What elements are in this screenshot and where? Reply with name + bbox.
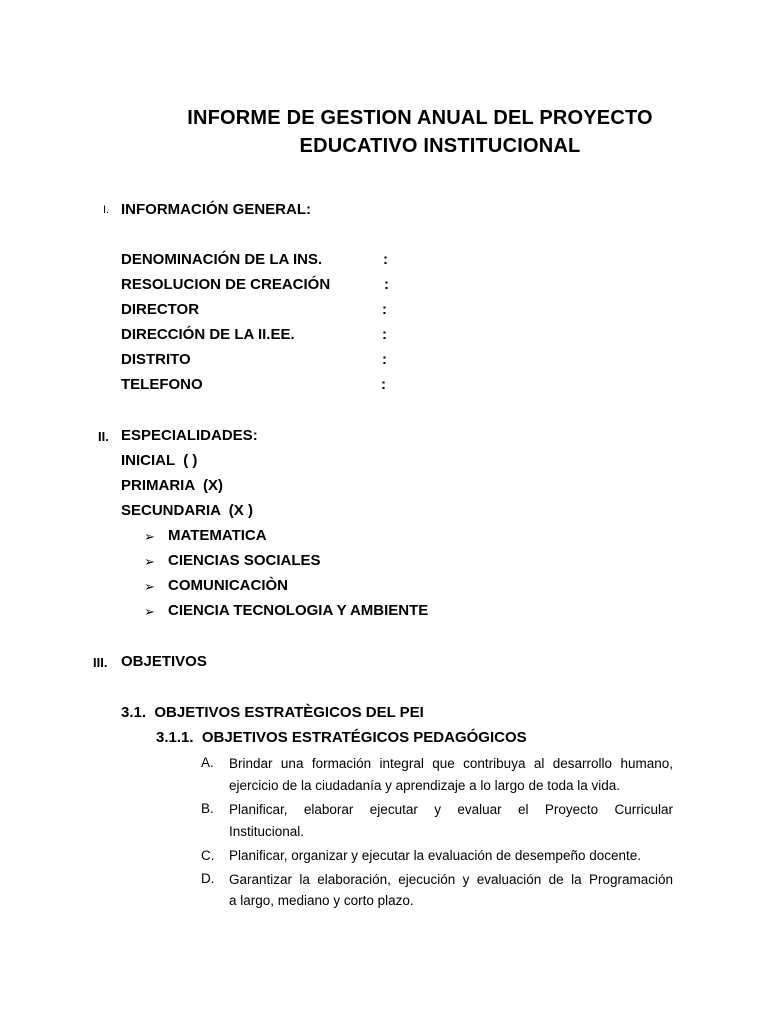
objective-text (229, 868, 673, 891)
field-label: DIRECCIÓN DE LA II.EE. (121, 326, 295, 343)
field-label: DIRECTOR (121, 301, 200, 318)
objective-text (229, 798, 673, 821)
section-3-heading: OBJETIVOS (121, 653, 207, 670)
subsection-3-1-1: 3.1.1. OBJETIVOS ESTRATÉGICOS PEDAGÓGICOS (156, 729, 527, 746)
field-separator: : (382, 326, 387, 343)
objective-letter: B. (201, 801, 214, 816)
section-1-number: I. (103, 204, 110, 216)
field-separator: : (383, 251, 388, 268)
arrow-bullet-icon: ➢ (144, 554, 155, 569)
section-3-number: III. (93, 655, 108, 670)
field-separator: : (382, 351, 387, 368)
objective-line: Planificar, organizar y ejecutar la evaluación de desempeño docente. (229, 848, 642, 863)
subsection-3-1: 3.1. OBJETIVOS ESTRATÈGICOS DEL PEI (121, 704, 424, 721)
field-separator: : (384, 276, 389, 293)
field-label: RESOLUCION DE CREACIÓN (121, 276, 331, 293)
arrow-bullet-icon: ➢ (144, 529, 155, 544)
objective-line: Institucional. (229, 824, 305, 839)
objective-line: Garantizar la elaboración, ejecución y evaluación de la Programación (229, 872, 673, 887)
field-label: DENOMINACIÓN DE LA INS. (121, 251, 323, 268)
arrow-bullet-icon: ➢ (144, 579, 155, 594)
field-label: TELEFONO (121, 376, 203, 393)
field-separator: : (382, 301, 387, 318)
objective-text (229, 752, 673, 775)
area-item: COMUNICACIÒN (168, 577, 288, 594)
level-item: PRIMARIA (X) (121, 477, 223, 494)
area-item: MATEMATICA (168, 527, 267, 544)
field-label: DISTRITO (121, 351, 191, 368)
objective-line: a largo, mediano y corto plazo. (229, 893, 414, 908)
arrow-bullet-icon: ➢ (144, 604, 155, 619)
section-1-heading: INFORMACIÓN GENERAL: (121, 201, 311, 218)
area-item: CIENCIAS SOCIALES (168, 552, 321, 569)
level-item: INICIAL ( ) (121, 452, 198, 469)
objective-line: Planificar, elaborar ejecutar y evaluar el Proyecto Curricular (229, 802, 673, 817)
area-item: CIENCIA TECNOLOGIA Y AMBIENTE (168, 602, 429, 619)
document-title (100, 104, 740, 160)
section-2-heading: ESPECIALIDADES: (121, 427, 258, 444)
field-separator: : (381, 376, 386, 393)
objective-line: Brindar una formación integral que contribuya al desarrollo humano, (229, 756, 673, 771)
title-line-2: EDUCATIVO INSTITUCIONAL (299, 135, 581, 157)
objective-letter: D. (201, 871, 215, 886)
title-line-1: INFORME DE GESTION ANUAL DEL PROYECTO (187, 107, 653, 129)
objective-letter: A. (201, 755, 214, 770)
objective-letter: C. (201, 848, 215, 863)
section-2-number: II. (98, 429, 109, 444)
objective-line: ejercicio de la ciudadanía y aprendizaje a lo largo de toda la vida. (229, 778, 621, 793)
level-item: SECUNDARIA (X ) (121, 502, 253, 519)
